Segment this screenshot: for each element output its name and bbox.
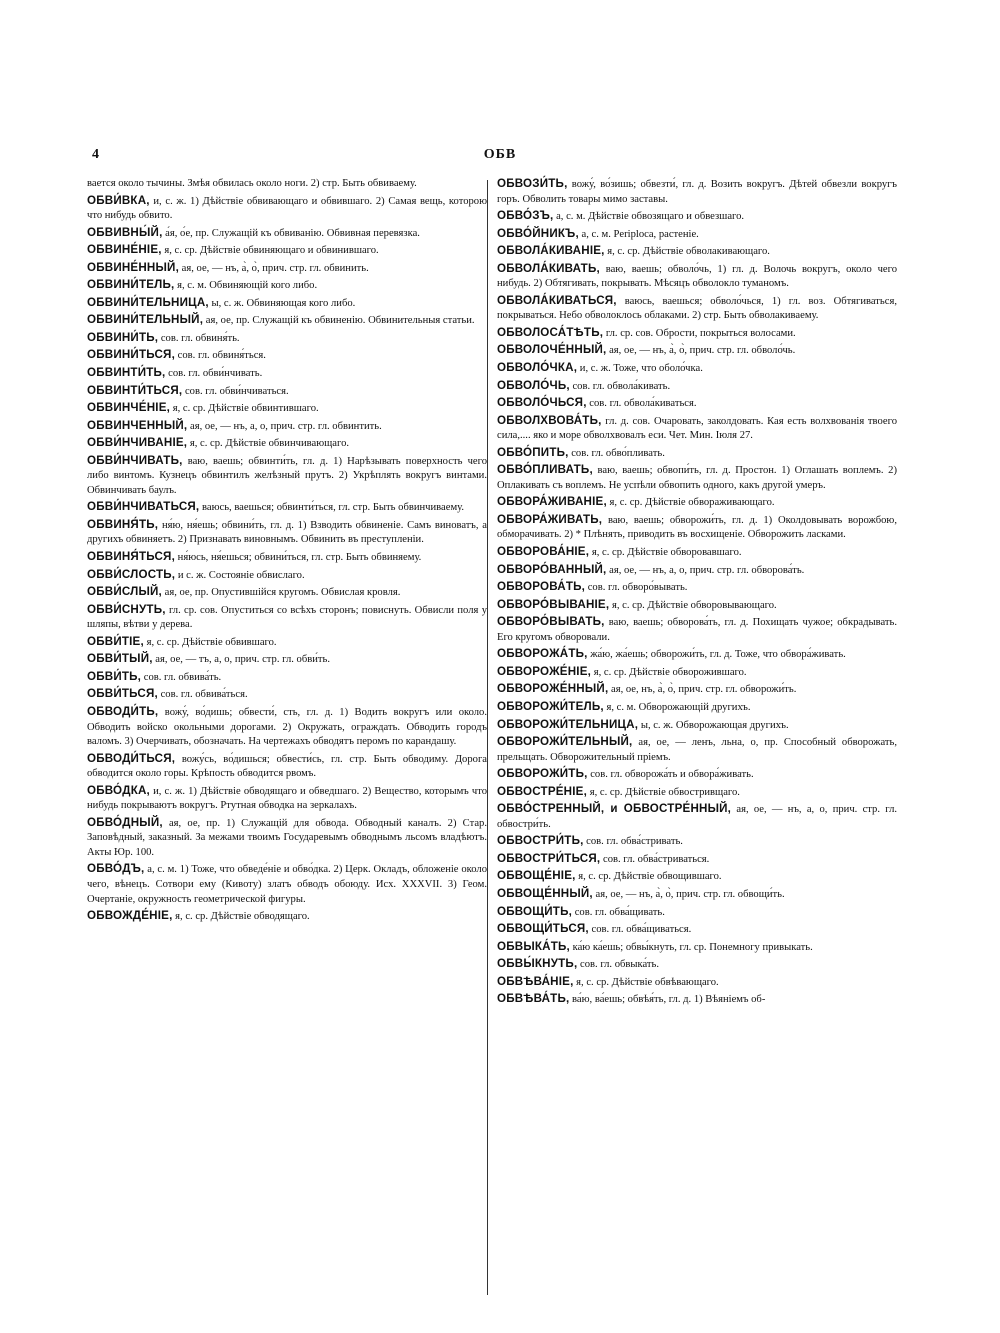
running-head: ОБВ	[483, 147, 517, 162]
entry-definition: ая, ое, — нъ, а̀, о̀, прич. стр. гл. обвощи́ть.	[592, 888, 785, 900]
column-divider	[487, 180, 488, 1295]
entry-headword: ОБВОРОЖЕ́НІЕ,	[497, 664, 592, 678]
entry-headword: ОБВОЛА́КИВАТЬСЯ,	[497, 293, 617, 307]
entry-headword: ОБВОРО́ВАННЫЙ,	[497, 562, 607, 576]
entry-definition: сов. гл. обворо́вывать.	[585, 582, 688, 594]
entry-headword: ОБВОДИ́ТЬСЯ,	[87, 751, 176, 765]
entry-definition: ы, с. ж. Обвиняющая кого либо.	[208, 297, 356, 309]
entry-headword: ОБВОЩИ́ТЬ,	[497, 904, 573, 918]
entry-headword: ОБВѢВА́ТЬ,	[497, 992, 570, 1006]
dictionary-entry	[87, 585, 487, 601]
entry-headword: ОБВОРОЖИ́ТЕЛЬНИЦА,	[497, 717, 639, 731]
dictionary-entry	[87, 752, 487, 782]
entry-definition: гл. ср. сов. Опуститься со всѣхъ сторонъ; повиснуть. Обвисли поля у шляпы, вѣтви у дерева.	[87, 604, 487, 631]
entry-headword: ОБВО́СТРЕННЫЙ, и ОБВОСТРЕ́ННЫЙ,	[497, 802, 732, 816]
entry-headword: ОБВОРОЖИ́ТЬ,	[497, 767, 588, 781]
entry-headword: ОБВОЩИ́ТЬСЯ,	[497, 922, 589, 936]
entry-definition: сов. гл. обвиня́ть.	[158, 332, 240, 344]
entry-headword: ОБВИ́СЛЫЙ,	[87, 585, 162, 599]
entry-definition: ка́ю ка́ешь; обвы́кнуть, гл. ср. Понемногу привыкать.	[569, 941, 813, 953]
entry-headword: ОБВИ́СНУТЬ,	[87, 602, 166, 616]
entry-headword: ОБВИНИ́ТЬСЯ,	[87, 348, 176, 362]
entry-definition: я, с. ср. Дѣйствіе обворовавшаго.	[589, 547, 742, 559]
dictionary-entry	[497, 209, 897, 225]
entry-definition: я, с. ср. Дѣйствіе обвиняющаго и обвинившаго.	[161, 245, 379, 257]
dictionary-entry	[497, 992, 897, 1008]
entry-definition: а, с. м. Дѣйствіе обвозящаго и обвезшаго.	[553, 211, 745, 223]
left-column	[87, 177, 487, 927]
entry-headword: ОБВИНТИ́ТЬСЯ,	[87, 383, 183, 397]
entry-definition: и, с. ж. Тоже, что оболо́чка.	[577, 363, 703, 375]
entry-headword: ОБВѢВА́НІЕ,	[497, 974, 574, 988]
entry-headword: ОБВЫ́КНУТЬ,	[497, 957, 578, 971]
entry-definition: жа́ю, жа́ешь; обворожи́ть, гл. д. Тоже, что обвора́живать.	[587, 649, 846, 661]
dictionary-entry	[87, 366, 487, 382]
dictionary-entry	[497, 940, 897, 956]
entry-headword: ОБВО́ПЛИВАТЬ,	[497, 463, 593, 477]
dictionary-entry	[497, 262, 897, 292]
entry-definition: ая, ое, нъ, а̀, о̀, прич. стр. гл. обворожи́ть.	[608, 684, 797, 696]
entry-definition: ая, ое, пр. Служащій къ обвиненію. Обвинительныя статьи.	[203, 315, 475, 327]
entry-headword: ОБВИНИ́ТЕЛЬНЫЙ,	[87, 313, 204, 327]
entry-definition: сов. гл. обви́нчиваться.	[182, 385, 289, 397]
dictionary-entry	[497, 244, 897, 260]
entry-definition: ая, ое, — ленъ, льна, о, пр. Способный обворожать, прельщать. Обворожительный пріемъ.	[497, 737, 897, 763]
entry-headword: ОБВОСТРЕ́НІЕ,	[497, 784, 588, 798]
entry-headword: ОБВИНИ́ТЕЛЬ,	[87, 278, 175, 292]
entry-definition: ая, ое, — нъ, а̀, о̀, прич. стр. гл. обволо́чь.	[606, 345, 796, 357]
dictionary-entry	[87, 401, 487, 417]
dictionary-entry	[87, 194, 487, 224]
dictionary-entry	[87, 296, 487, 312]
dictionary-entry	[87, 243, 487, 259]
dictionary-entry	[87, 862, 487, 907]
entry-definition: и с. ж. Состояніе обвислаго.	[175, 569, 305, 581]
entry-definition: я, с. ср. Дѣйствіе обвинчивающаго.	[187, 438, 350, 450]
entry-definition: вожу́сь, во́дишься; обвести́сь, гл. стр. Быть обводиму. Дорога обводится около горы. Крѣпость обводится рвомъ.	[87, 753, 487, 780]
entry-definition: ваюсь, ваешься; обвинти́ться, гл. стр. Быть обвинчиваему.	[199, 502, 465, 514]
entry-headword: ОБВИ́НЧИВАНІЕ,	[87, 436, 188, 450]
entry-definition: я, с. м. Обвиняющій кого либо.	[174, 280, 318, 292]
entry-definition: ваю, ваешь; обвинти́ть, гл. д. 1) Нарѣзывать поверхность чего либо винтомъ. Кузнецъ обвинтилъ желѣзный прутъ. 2) Укрѣплять вокругъ винтами. Обвинчивать баулъ.	[87, 455, 487, 496]
entry-headword: ОБВИНИ́ТЕЛЬНИЦА,	[87, 295, 209, 309]
dictionary-entry	[497, 326, 897, 342]
entry-definition: сов. гл. обворожа́ть и обвора́живать.	[587, 769, 754, 781]
entry-headword: ОБВО́ПИТЬ,	[497, 445, 569, 459]
entry-definition: ваю, ваешь; обволо́чь, 1) гл. д. Волочь вокругъ, около чего нибудь. 2) Обтягивать, покрывать. Мѣсяцъ обволокло туманомъ.	[497, 263, 897, 290]
dictionary-entry	[87, 603, 487, 633]
dictionary-entry	[87, 261, 487, 277]
dictionary-entry	[497, 615, 897, 645]
entry-definition: сов. гл. обвиня́ться.	[175, 350, 266, 362]
entry-definition: и, с. ж. 1) Дѣйствіе обводящаго и обведшаго. 2) Вещество, которымъ что нибудь покрываютъ вокругъ. Ртутная обводка на зеркалахъ.	[87, 785, 487, 812]
entry-definition: сов. гл. обвива́ться.	[157, 689, 248, 701]
dictionary-entry	[87, 652, 487, 668]
dictionary-entry	[497, 545, 897, 561]
entry-headword: ОБВОДИ́ТЬ,	[87, 704, 159, 718]
dictionary-entry	[497, 735, 897, 765]
entry-headword: ОБВИ́ТЫЙ,	[87, 652, 153, 666]
entry-headword: ОБВИНЯ́ТЬСЯ,	[87, 550, 176, 564]
dictionary-entry	[497, 852, 897, 868]
dictionary-entry	[497, 294, 897, 324]
entry-headword: ОБВОРО́ВЫВАНІЕ,	[497, 597, 610, 611]
entry-headword: ОБВОЛО́ЧЬСЯ,	[497, 396, 587, 410]
dictionary-entry	[497, 957, 897, 973]
entry-definition: ваю, ваешь; обворова́ть, гл. д. Похищать чужое; обкрадывать. Его кругомъ обворовали.	[497, 617, 897, 643]
entry-definition: сов. гл. обва́стривать.	[583, 836, 683, 848]
dictionary-entry	[497, 598, 897, 614]
entry-headword: ОБВИ́НЧИВАТЬСЯ,	[87, 500, 200, 514]
entry-headword: ОБВЫКА́ТЬ,	[497, 939, 570, 953]
dictionary-entry	[87, 384, 487, 400]
entry-definition: я, с. ср. Дѣйствіе обвощившаго.	[575, 871, 722, 883]
entry-definition: ва́ю, ва́ешь; обвѣя́ть, гл. д. 1) Вѣяніемъ об-	[569, 994, 766, 1006]
dictionary-entry	[497, 361, 897, 377]
dictionary-entry	[87, 550, 487, 566]
entry-definition: ая, ое, — нъ, а, о, прич. стр. гл. обворова́ть.	[606, 564, 805, 576]
dictionary-entry	[497, 767, 897, 783]
entry-headword: ОБВИ́СЛОСТЬ,	[87, 567, 176, 581]
dictionary-entry	[87, 500, 487, 516]
entry-headword: ОБВИ́ТЬСЯ,	[87, 687, 158, 701]
entry-headword: ОБВИ́ТЬ,	[87, 669, 142, 683]
entry-headword: ОБВО́ЗЪ,	[497, 209, 554, 223]
entry-definition: ая, ое, — нъ, а, о, прич. стр. гл. обвостри́ть.	[497, 804, 897, 830]
entry-definition: ая, ое, — тъ, а, о, прич. стр. гл. обви́ть.	[152, 654, 331, 666]
entry-definition: я, с. ср. Дѣйствіе обвораживающаго.	[606, 497, 775, 509]
dictionary-entry	[497, 718, 897, 734]
dictionary-entry	[497, 513, 897, 543]
entry-definition: сов. гл. обвыка́ть.	[577, 959, 660, 971]
dictionary-entry	[497, 834, 897, 850]
entry-definition: гл. д. сов. Очаровать, заколдовать. Кая есть волхвованія твоего сила,.... яко и море обволхвовалъ еси. Чет. Мин. Іюля 27.	[497, 415, 897, 442]
dictionary-entry	[497, 665, 897, 681]
dictionary-entry	[497, 700, 897, 716]
entry-headword: ОБВИНЕ́ННЫЙ,	[87, 260, 180, 274]
entry-headword: ОБВИ́ВКА,	[87, 193, 150, 207]
entry-definition: сов. гл. обва́щиваться.	[588, 924, 692, 936]
entry-definition: сов. гл. обва́стриваться.	[600, 853, 710, 865]
entry-headword: ОБВОРОЖЕ́ННЫЙ,	[497, 682, 609, 696]
entry-headword: ОБВОЗИ́ТЬ,	[497, 177, 568, 190]
dictionary-entry	[497, 463, 897, 493]
entry-definition: ваю, ваешь; обворожи́ть, гл. д. 1) Околдовывать ворожбою, обморачивать. 2) * Плѣнять, приводить въ восхищеніе. Обворожить ласками.	[497, 514, 897, 541]
entry-definition: я, с. ср. Дѣйствіе обвостривщаго.	[587, 786, 740, 798]
entry-headword: ОБВОЖДЕ́НІЕ,	[87, 909, 173, 923]
entry-headword: ОБВИНТИ́ТЬ,	[87, 366, 166, 380]
dictionary-entry	[497, 446, 897, 462]
dictionary-entry	[87, 784, 487, 814]
entry-headword: ОБВОСТРИ́ТЬСЯ,	[497, 851, 601, 865]
dictionary-entry	[497, 905, 897, 921]
dictionary-entry	[87, 419, 487, 435]
dictionary-entry	[497, 379, 897, 395]
dictionary-entry	[497, 802, 897, 832]
entry-headword: ОБВИ́НЧИВАТЬ,	[87, 453, 183, 467]
entry-headword: ОБВО́ДНЫЙ,	[87, 815, 163, 829]
dictionary-entry	[87, 278, 487, 294]
entry-headword: ОБВИВНЫ́Й,	[87, 225, 163, 239]
entry-definition: сов. гл. обвола́киваться.	[586, 398, 697, 410]
entry-definition: я, с. м. Обворожающій другихъ.	[603, 701, 751, 713]
entry-headword: ОБВОРО́ВЫВАТЬ,	[497, 615, 605, 629]
entry-definition: ы, с. ж. Обворожающая другихъ.	[638, 719, 789, 731]
entry-definition: ваю, ваешь; обвопи́ть, гл. д. Простон. 1) Оглашать воплемъ. 2) Оплакивать съ воплемъ. Не успѣли обвопить одного, какъ другой умеръ.	[497, 465, 897, 491]
dictionary-entry	[497, 227, 897, 243]
entry-headword: ОБВОРОЖИ́ТЕЛЬНЫЙ,	[497, 735, 633, 749]
entry-definition: ая, ое, пр. 1) Служащій для обвода. Обводный каналъ. 2) Стар. Заповѣдный, заказный. За межами твоимъ Государевымъ обводнымъ льсомъ владѣютъ. Акты Юр. 100.	[87, 817, 487, 858]
dictionary-entry	[497, 869, 897, 885]
dictionary-entry	[497, 887, 897, 903]
entry-definition: ня́ю, ня́ешь; обвини́ть, гл. д. 1) Взводить обвиненіе. Самъ виноватъ, а другихъ обвиняетъ. 2) Признавать виновнымъ. Обвинить въ преступленіи.	[87, 519, 487, 546]
entry-definition: сов. гл. обви́нчивать.	[165, 368, 263, 380]
entry-headword: ОБВИНЧЕННЫЙ,	[87, 418, 188, 432]
dictionary-entry	[497, 975, 897, 991]
dictionary-entry	[87, 635, 487, 651]
dictionary-entry	[87, 226, 487, 242]
dictionary-entry	[497, 922, 897, 938]
entry-definition: я, с. ср. Дѣйствіе обвившаго.	[143, 636, 277, 648]
entry-definition: ая, ое, пр. Опустившійся кругомъ. Обвислая кровля.	[161, 587, 401, 599]
dictionary-entry	[87, 177, 487, 192]
entry-headword: ОБВОЛА́КИВАНІЕ,	[497, 244, 605, 258]
dictionary-entry	[87, 670, 487, 686]
dictionary-entry	[497, 785, 897, 801]
page-number: 4	[92, 147, 99, 162]
entry-headword: ОБВО́ДКА,	[87, 783, 150, 797]
entry-headword: ОБВОРОВА́ТЬ,	[497, 580, 586, 594]
dictionary-entry	[87, 816, 487, 861]
entry-headword: ОБВОСТРИ́ТЬ,	[497, 834, 584, 848]
entry-headword: ОБВО́ЙНИКЪ,	[497, 226, 579, 240]
entry-definition: а, с. м. 1) Тоже, что обведе́ніе и обво́дка. 2) Церк. Окладъ, обложеніе около чего, вѣнецъ. Сотвори ему (Кивоту) златъ обводъ обоюду. Исх. XXXVII. 3) Геом. Очертаніе, окружность геометрической фигуры.	[87, 864, 487, 905]
entry-headword: ОБВОЛА́КИВАТЬ,	[497, 261, 600, 275]
entry-headword: ОБВОЛО́ЧЬ,	[497, 378, 570, 392]
entry-definition: и, с. ж. 1) Дѣйствіе обвивающаго и обвившаго. 2) Самая вещь, которою что нибудь обвито.	[87, 195, 487, 222]
dictionary-entry	[497, 396, 897, 412]
entry-headword: ОБВОРОЖА́ТЬ,	[497, 647, 588, 661]
right-column	[497, 177, 897, 1010]
dictionary-entry	[87, 348, 487, 364]
entry-headword: ОБВОЛОЧЕ́ННЫЙ,	[497, 343, 607, 357]
dictionary-entry	[497, 177, 897, 207]
entry-headword: ОБВОРОВА́НІЕ,	[497, 545, 590, 559]
entry-definition: ня́юсь, ня́ешься; обвини́ться, гл. стр. Быть обвиняему.	[175, 552, 422, 564]
entry-headword: ОБВОЩЕ́ННЫЙ,	[497, 886, 593, 900]
dictionary-entry	[87, 454, 487, 499]
dictionary-entry	[87, 518, 487, 548]
entry-definition: сов. гл. обво́пливать.	[568, 447, 665, 459]
entry-headword: ОБВИ́ТІЕ,	[87, 634, 144, 648]
entry-definition: ая, ое, — нъ, а, о, прич. стр. гл. обвинтить.	[187, 420, 382, 432]
dictionary-entry	[497, 343, 897, 359]
entry-definition: а, с. м. Periploca, растеніе.	[578, 228, 699, 240]
entry-headword: ОБВОЩЕ́НІЕ,	[497, 869, 576, 883]
dictionary-entry	[497, 563, 897, 579]
dictionary-entry	[497, 414, 897, 444]
dictionary-entry	[87, 909, 487, 925]
entry-definition: сов. гл. обва́щивать.	[572, 906, 665, 918]
entry-headword: ОБВОЛО́ЧКА,	[497, 361, 578, 375]
entry-headword: ОБВИНЯ́ТЬ,	[87, 517, 159, 531]
dictionary-entry	[87, 568, 487, 584]
entry-definition: ая, ое, — нъ, а̀, о̀, прич. стр. гл. обвинить.	[179, 262, 369, 274]
dictionary-entry	[87, 313, 487, 329]
entry-definition: ваюсь, ваешься; обволо́чься, 1) гл. воз. Обтягиваться, покрываться. Небо обволоклось облаками. 2) стр. Быть обволакиваему.	[497, 295, 897, 322]
entry-definition: я, с. ср. Дѣйствіе обволакивающаго.	[604, 246, 770, 258]
dictionary-entry	[497, 647, 897, 663]
dictionary-entry	[87, 331, 487, 347]
entry-definition: гл. ср. сов. Обрости, покрыться волосами.	[603, 327, 796, 339]
entry-definition: я, с. ср. Дѣйствіе обворожившаго.	[591, 666, 747, 678]
entry-definition: вается около тычины. Змѣя обвилась около ноги. 2) стр. Быть обвиваему.	[87, 178, 417, 189]
entry-definition: я, с. ср. Дѣйствіе обворовывающаго.	[609, 599, 777, 611]
entry-definition: сов. гл. обвола́кивать.	[569, 380, 671, 392]
dictionary-entry	[87, 687, 487, 703]
dictionary-entry	[497, 682, 897, 698]
entry-headword: ОБВО́ДЪ,	[87, 862, 145, 876]
entry-headword: ОБВИНЧЕ́НІЕ,	[87, 401, 171, 415]
dictionary-entry	[497, 580, 897, 596]
entry-definition: а́я, о́е, пр. Служащій къ обвиванію. Обвивная перевязка.	[162, 227, 420, 239]
dictionary-entry	[497, 495, 897, 511]
entry-headword: ОБВОРА́ЖИВАНІЕ,	[497, 495, 607, 509]
entry-headword: ОБВИНИ́ТЬ,	[87, 330, 159, 344]
dictionary-entry	[87, 436, 487, 452]
entry-headword: ОБВОЛХВОВА́ТЬ,	[497, 413, 602, 427]
entry-definition: вожу́, во́зишь; обвезти́, гл. д. Возить вокругъ. Дѣтей обвезли вокругъ горъ. Обволить товары мимо заставы.	[497, 179, 897, 205]
dictionary-entry	[87, 705, 487, 750]
entry-headword: ОБВОЛОСА́ТѢТЬ,	[497, 325, 604, 339]
entry-definition: я, с. ср. Дѣйствіе обвинтившаго.	[170, 403, 319, 415]
entry-definition: я, с. ср. Дѣйствіе обводящаго.	[172, 911, 310, 923]
entry-headword: ОБВОРОЖИ́ТЕЛЬ,	[497, 699, 604, 713]
entry-definition: вожу́, во́дишь; обвести́, сть, гл. д. 1) Водить вокругъ или около. Обводить войско окольными дорогами. 2) Окружать, ограждать. Обводить городъ валомъ. 3) Очерчивать, обозначать. На чертежахъ обводятъ перомъ по карандашу.	[87, 706, 487, 748]
entry-headword: ОБВОРА́ЖИВАТЬ,	[497, 512, 603, 526]
entry-headword: ОБВИНЕ́НІЕ,	[87, 243, 162, 257]
entry-definition: я, с. ср. Дѣйствіе обвѣвающаго.	[573, 976, 719, 988]
entry-definition: сов. гл. обвива́ть.	[141, 671, 222, 683]
